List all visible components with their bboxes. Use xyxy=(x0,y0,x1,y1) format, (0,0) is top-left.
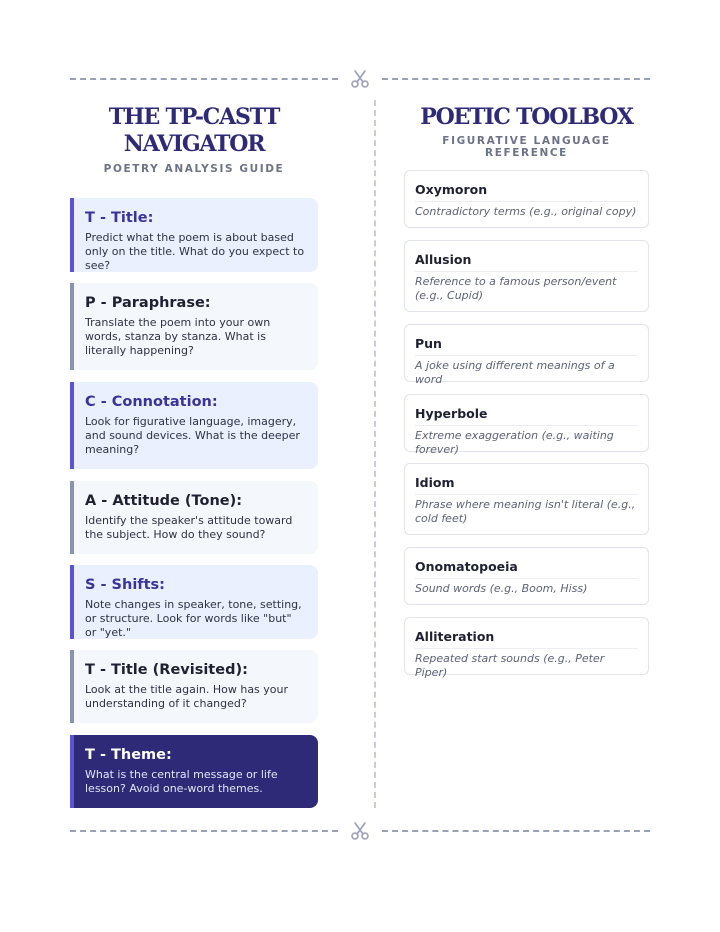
dashed-rule xyxy=(382,830,650,832)
term-card-allusion xyxy=(404,240,649,312)
step-card-connotation xyxy=(70,382,318,469)
step-card-attitude xyxy=(70,481,318,554)
term-definition: Contradictory terms (e.g., original copy) xyxy=(415,205,637,218)
term-name: Hyperbole xyxy=(415,406,638,426)
step-heading: S - Shifts: xyxy=(85,577,165,593)
term-name: Alliteration xyxy=(415,629,638,649)
navigator-subtitle: POETRY ANALYSIS GUIDE xyxy=(103,163,285,175)
step-description: Translate the poem into your own words, stanza by stanza. What is literally happening? xyxy=(85,316,271,357)
step-heading: T - Theme: xyxy=(85,747,172,763)
term-card-alliteration xyxy=(404,617,649,679)
term-name: Onomatopoeia xyxy=(415,559,638,579)
step-description: Predict what the poem is about based only on the title. What do you expect to see? xyxy=(85,231,305,272)
term-card-hyperbole xyxy=(404,394,649,456)
term-name: Idiom xyxy=(415,475,638,495)
cut-line-bottom xyxy=(70,821,650,841)
scissors-icon xyxy=(350,821,370,841)
term-name: Allusion xyxy=(415,252,638,272)
scissors-icon xyxy=(350,69,370,89)
term-card-pun xyxy=(404,324,649,386)
term-card-onomatopoeia xyxy=(404,547,649,605)
toolbox-subtitle: FIGURATIVE LANGUAGE REFERENCE xyxy=(442,135,611,159)
cut-line-top xyxy=(70,69,650,89)
dashed-rule xyxy=(70,830,338,832)
term-definition: Reference to a famous person/event (e.g., Cupid) xyxy=(415,275,617,302)
term-definition: Extreme exaggeration (e.g., waiting forever) xyxy=(415,429,614,456)
term-name: Oxymoron xyxy=(415,182,638,202)
step-description: What is the central message or life lesson? Avoid one-word themes. xyxy=(85,768,278,795)
column-divider xyxy=(374,100,376,808)
step-card-theme xyxy=(70,735,318,808)
step-heading: C - Connotation: xyxy=(85,394,218,410)
term-definition: Phrase where meaning isn't literal (e.g., cold feet) xyxy=(415,498,636,525)
step-description: Identify the speaker's attitude toward the subject. How do they sound? xyxy=(85,514,293,541)
step-card-title-revisited xyxy=(70,650,318,723)
step-description: Look at the title again. How has your understanding of it changed? xyxy=(85,683,289,710)
dashed-rule xyxy=(70,78,338,80)
step-card-title xyxy=(70,198,318,272)
toolbox-title: POETIC TOOLBOX xyxy=(420,104,633,130)
step-heading: A - Attitude (Tone): xyxy=(85,493,243,509)
step-card-paraphrase xyxy=(70,283,318,370)
step-heading: P - Paraphrase: xyxy=(85,295,211,311)
term-card-idiom xyxy=(404,463,649,535)
term-name: Pun xyxy=(415,336,638,356)
term-definition: A joke using different meanings of a word xyxy=(415,359,615,386)
step-description: Note changes in speaker, tone, setting, or structure. Look for words like "but" or "yet." xyxy=(85,598,302,639)
step-description: Look for figurative language, imagery, and sound devices. What is the deeper meaning? xyxy=(85,415,300,456)
term-definition: Repeated start sounds (e.g., Peter Piper) xyxy=(415,652,605,679)
term-definition: Sound words (e.g., Boom, Hiss) xyxy=(415,582,588,595)
navigator-title: THE TP-CASTT NAVIGATOR xyxy=(108,104,280,157)
step-heading: T - Title: xyxy=(85,210,154,226)
step-heading: T - Title (Revisited): xyxy=(85,662,248,678)
term-card-oxymoron xyxy=(404,170,649,228)
step-card-shifts xyxy=(70,565,318,639)
dashed-rule xyxy=(382,78,650,80)
